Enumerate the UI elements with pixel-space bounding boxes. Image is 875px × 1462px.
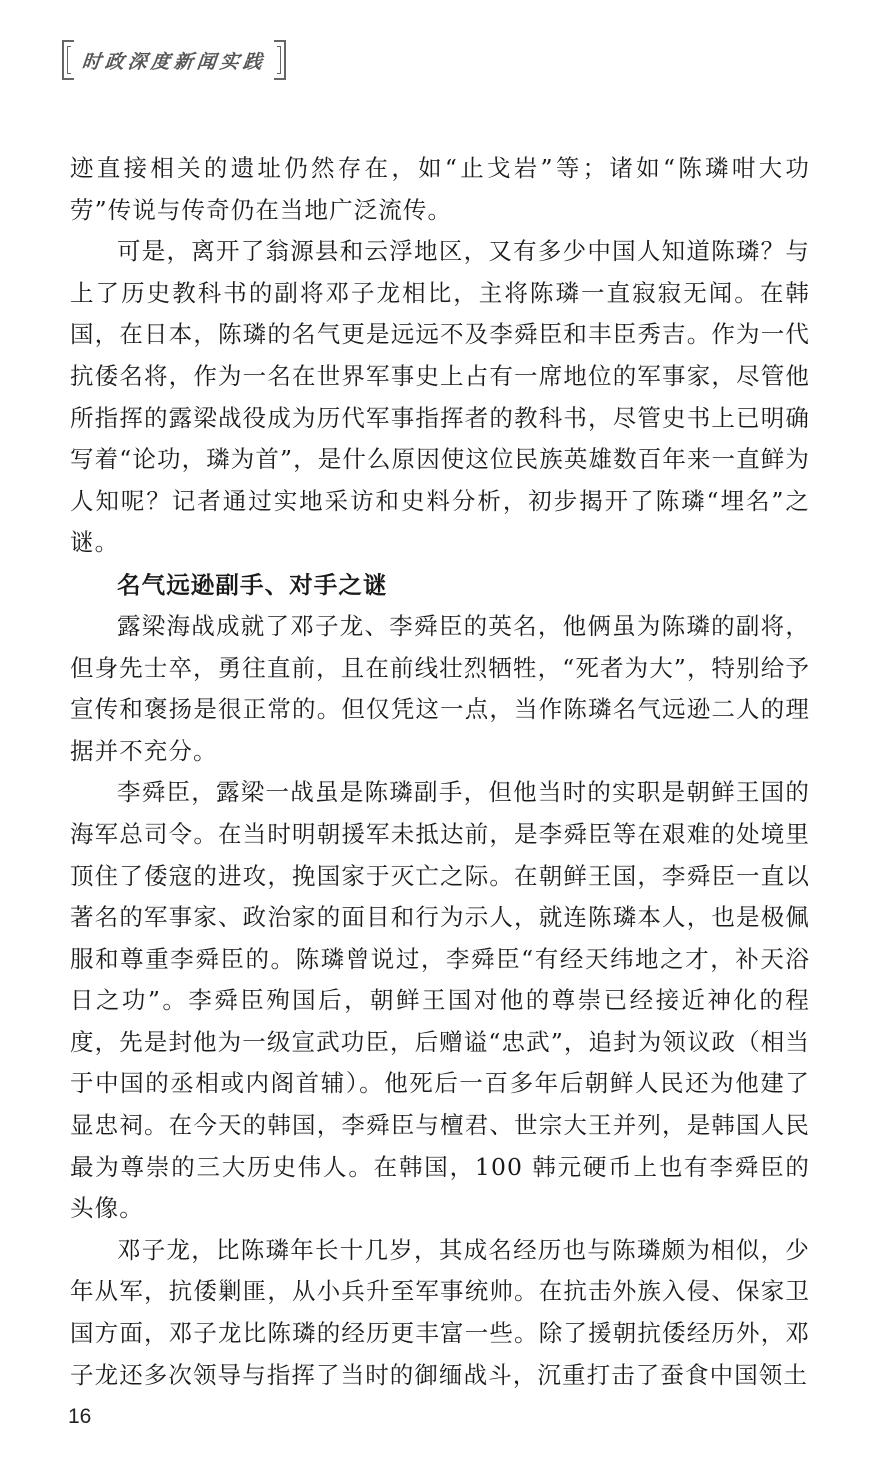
paragraph-continued: 迹直接相关的遗址仍然存在，如“止戈岩”等；诸如“陈璘咁大功劳”传说与传奇仍在当地广泛流传。	[70, 154, 810, 224]
running-head	[62, 38, 286, 82]
paragraph: 露梁海战成就了邓子龙、李舜臣的英名，他俩虽为陈璘的副将，但身先士卒，勇往直前，且在前线壮烈牺牲，“死者为大”，特别给予宣传和褒扬是很正常的。但仅凭这一点，当作陈璘名气远逊二人的理据并不充分。	[70, 611, 810, 765]
paragraph: 可是，离开了翁源县和云浮地区，又有多少中国人知道陈璘？与上了历史教科书的副将邓子龙相比，主将陈璘一直寂寂无闻。在韩国，在日本，陈璘的名气更是远远不及李舜臣和丰臣秀吉。作为一代抗倭名将，作为一名在世界军事史上占有一席地位的军事家，尽管他所指挥的露梁战役成为历代军事指挥者的教科书，尽管史书上已明确写着“论功，璘为首”，是什么原因使这位民族英雄数百年来一直鲜为人知呢？记者通过实地采访和史料分析，初步揭开了陈璘“埋名”之谜。	[70, 237, 810, 557]
section-heading: 名气远逊副手、对手之谜	[117, 570, 388, 599]
page-number: 16	[68, 1405, 92, 1428]
paragraph: 李舜臣，露梁一战虽是陈璘副手，但他当时的实职是朝鲜王国的海军总司令。在当时明朝援军未抵达前，是李舜臣等在艰难的处境里顶住了倭寇的进攻，挽国家于灭亡之际。在朝鲜王国，李舜臣一直以著名的军事家、政治家的面目和行为示人，就连陈璘本人，也是极佩服和尊重李舜臣的。陈璘曾说过，李舜臣“有经天纬地之才，补天浴日之功”。李舜臣殉国后，朝鲜王国对他的尊崇已经接近神化的程度，先是封他为一级宣武功臣，后赠谥“忠武”，追封为领议政（相当于中国的丞相或内阁首辅）。他死后一百多年后朝鲜人民还为他建了显忠祠。在今天的韩国，李舜臣与檀君、世宗大王并列，是韩国人民最为尊崇的三大历史伟人。在韩国，100 韩元硬币上也有李舜臣的头像。	[70, 778, 810, 1223]
running-head-title: 时政深度新闻实践	[80, 50, 268, 73]
page-body	[70, 148, 810, 1396]
right-bracket-ornament	[274, 40, 286, 80]
paragraph: 邓子龙，比陈璘年长十几岁，其成名经历也与陈璘颇为相似，少年从军，抗倭剿匪，从小兵升至军事统帅。在抗击外族入侵、保家卫国方面，邓子龙比陈璘的经历更丰富一些。除了援朝抗倭经历外，邓子龙还多次领导与指挥了当时的御缅战斗，沉重打击了蚕食中国领土	[70, 1235, 810, 1389]
left-bracket-ornament	[62, 40, 74, 80]
